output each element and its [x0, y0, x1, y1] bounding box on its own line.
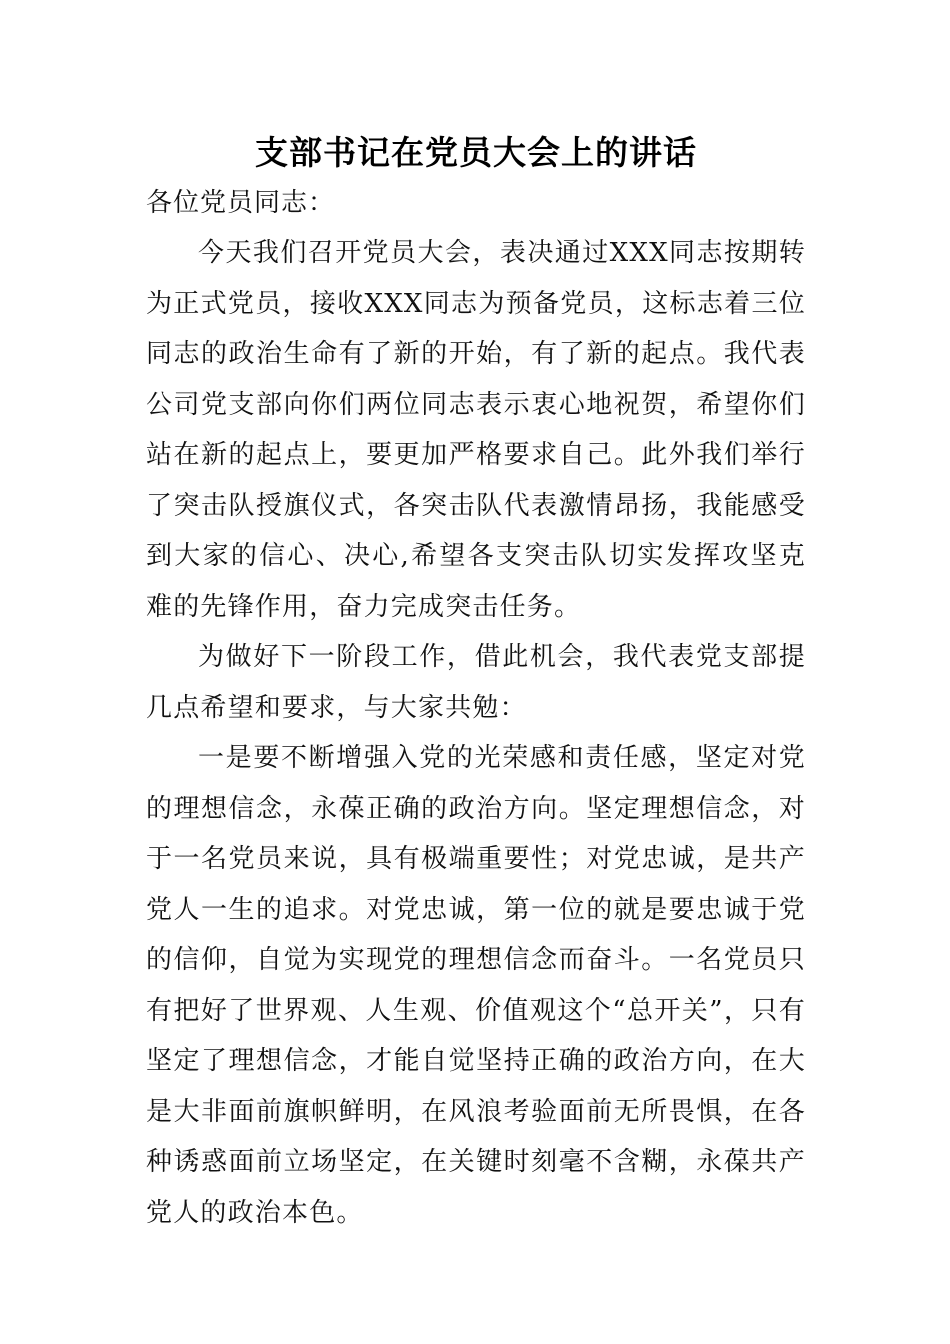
paragraph-transition: 为做好下一阶段工作，借此机会，我代表党支部提几点希望和要求，与大家共勉：	[146, 642, 806, 723]
paragraph-opening: 今天我们召开党员大会，表决通过XXX同志按期转为正式党员，接收XXX同志为预备党员，这标志着三位同志的政治生命有了新的开始，有了新的起点。我代表公司党支部向你们两位同志表示衷心地祝贺，希望你们站在新的起点上，要更加严格要求自己。此外我们举行了突击队授旗仪式，各突击队代表激情昂扬，我能感受到大家的信心、决心,希望各支突击队切实发挥攻坚克难的先锋作用，奋力完成突击任务。	[146, 238, 806, 622]
salutation: 各位党员同志：	[146, 188, 336, 218]
paragraph-point-one: 一是要不断增强入党的光荣感和责任感，坚定对党的理想信念，永葆正确的政治方向。坚定理想信念，对于一名党员来说，具有极端重要性；对党忠诚，是共产党人一生的追求。对党忠诚，第一位的就是要忠诚于党的信仰，自觉为实现党的理想信念而奋斗。一名党员只有把好了世界观、人生观、价值观这个“总开关”，只有坚定了理想信念，才能自觉坚持正确的政治方向，在大是大非面前旗帜鲜明，在风浪考验面前无所畏惧，在各种诱惑面前立场坚定，在关键时刻毫不含糊，永葆共产党人的政治本色。	[146, 743, 806, 1228]
document-title: 支部书记在党员大会上的讲话	[255, 133, 697, 172]
document-page	[146, 128, 806, 1238]
